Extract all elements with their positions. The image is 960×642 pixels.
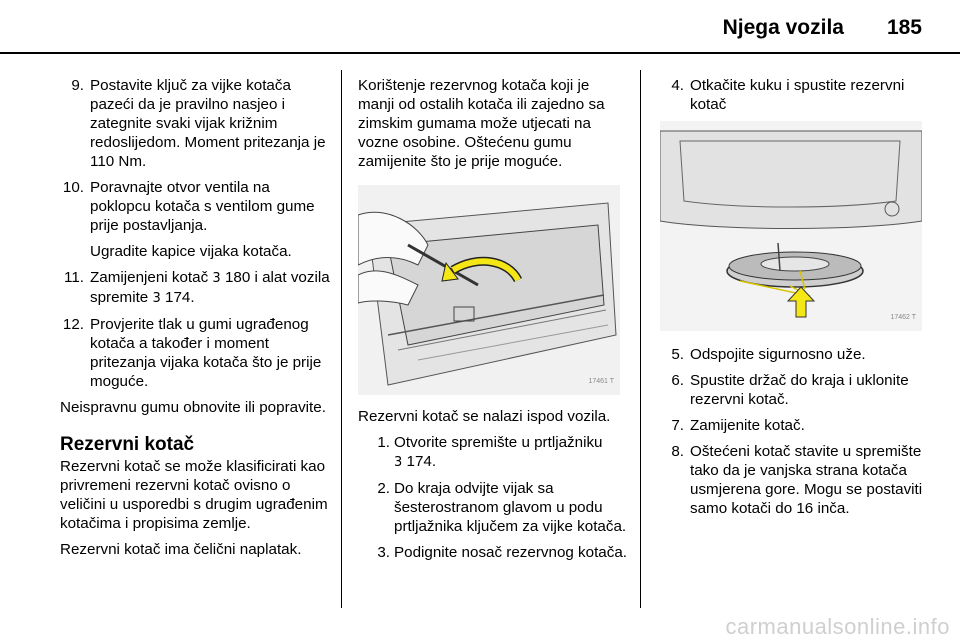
step-3: 3. Podignite nosač rezervnog kotača. [377, 544, 628, 561]
figure-trunk-floor: 17461 T [358, 185, 620, 395]
step-8: 8. Oštećeni kotač stavite u spremište tako da je vanjska strana kotača usmjerena gore. Mogu se postaviti samo kotači do 16 inča. [671, 443, 923, 517]
paragraph-classification: Rezervni kotač se može klasificirati kao privremeni rezervni kotač ovisno o veličini u usporedbi s drugim ugrađenim kotačima i propisima zemlje. [60, 458, 328, 532]
page-ref-link[interactable]: 174. [165, 289, 195, 306]
step-1: 1. Otvorite spremište u prtljažniku 3 174. [377, 434, 603, 470]
step-6: 6. Spustite držač do kraja i uklonite rezervni kotač. [671, 372, 909, 408]
page-ref-icon: 3 [394, 455, 403, 470]
page-ref-icon: 3 [152, 291, 161, 306]
page-ref-icon: 3 [212, 271, 221, 286]
figure-spare-wheel: 17462 T [660, 121, 922, 331]
figure-caption: Rezervni kotač se nalazi ispod vozila. [358, 408, 611, 425]
step-11: 11. Zamijenjeni kotač 3 180 i alat vozila spremite 3 174. [64, 269, 330, 306]
trunk-illustration [358, 185, 620, 395]
column-3 [660, 76, 928, 525]
steps-list [372, 433, 628, 562]
step-12: 12. Provjerite tlak u gumi ugrađenog kotača a također i moment pritezanja vijaka kotača što je prije moguće. [62, 316, 322, 390]
page-ref-link[interactable]: 180 [224, 269, 251, 286]
page-ref-link[interactable]: 174. [406, 453, 437, 470]
watermark: carmanualsonline.info [725, 614, 950, 639]
paragraph-steel-rim: Rezervni kotač ima čelični naplatak. [60, 541, 302, 558]
step-9: 9. Postavite ključ za vijke kotača pazeći da je pravilno nasjeo i zategnite svaki vijak križnim redoslijedom. Moment pritezanja je 110 Nm. [71, 77, 326, 170]
step-2: 2. Do kraja odvijte vijak sa šesterostranom glavom u podu prtljažnika ključem za vijke kotača. [377, 480, 627, 535]
column-divider-1 [341, 70, 342, 608]
step-10: 10. Poravnajte otvor ventila na poklopcu kotača s ventilom gume prije postavljanja. Ugradite kapice vijaka kotača. [62, 179, 315, 260]
paragraph-repair: Neispravnu gumu obnovite ili popravite. [60, 399, 326, 416]
page-header [0, 0, 960, 54]
page-number: 185 [886, 16, 922, 39]
step-7: 7. Zamijenite kotač. [671, 417, 805, 434]
section-heading: Rezervni kotač [60, 434, 195, 455]
step-5: 5. Odspojite sigurnosno uže. [671, 346, 866, 363]
column-2 [358, 76, 628, 569]
column-1 [60, 76, 332, 566]
column-divider-2 [640, 70, 641, 608]
page-title: Njega vozila [722, 16, 844, 39]
spare-wheel-illustration [660, 121, 922, 331]
paragraph-intro: Korištenje rezervnog kotača koji je manji od ostalih kotača ili zajedno sa zimskim gumama može utjecati na vozne osobine. Oštećenu gumu zamijenite što je prije moguće. [358, 77, 605, 170]
step-4: 4. Otkačite kuku i spustite rezervni kotač [671, 77, 905, 113]
header-rule [0, 52, 960, 54]
